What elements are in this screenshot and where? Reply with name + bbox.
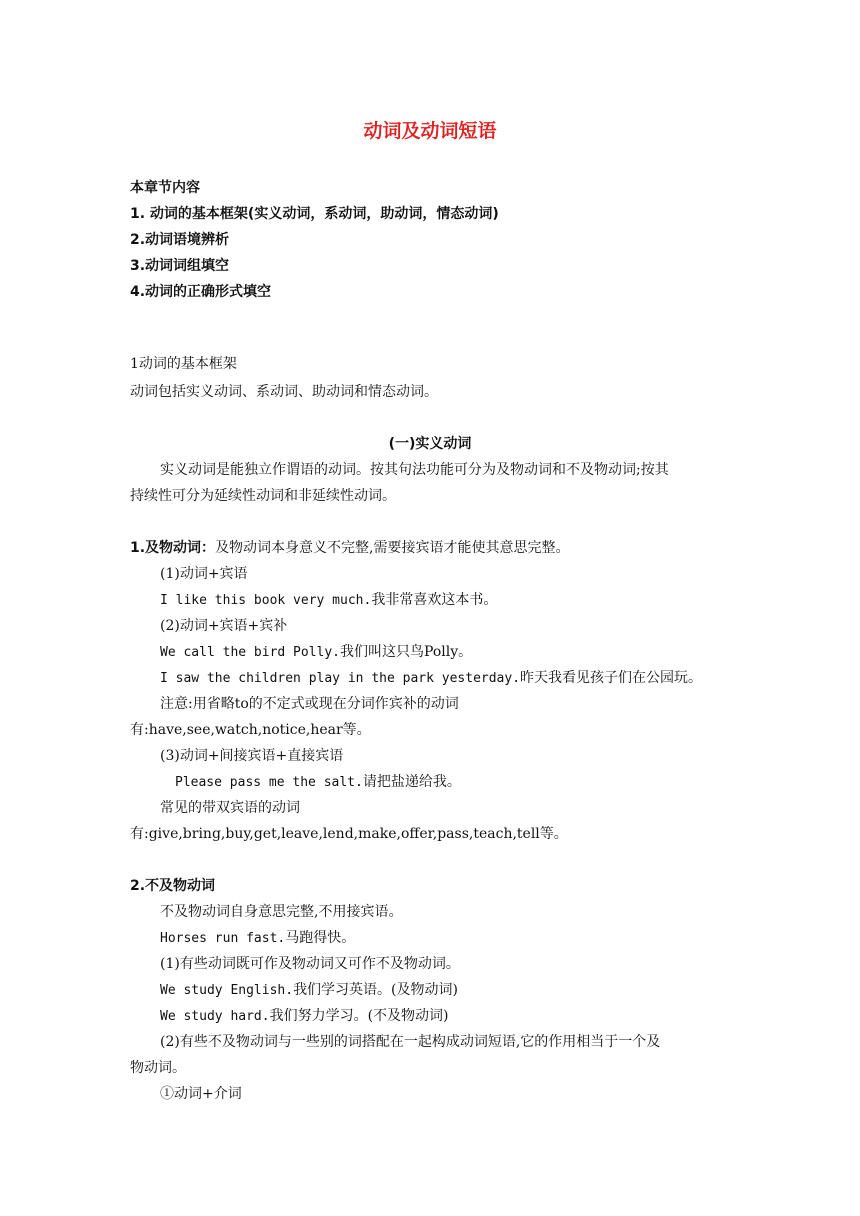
subsection-paragraph-line1: 实义动词是能独立作谓语的动词。按其句法功能可分为及物动词和不及物动词;按其 [160,462,669,478]
contents-item-3: 3.动词词组填空 [130,258,230,274]
transitive-example-1: I like this book very much.我非常喜欢这本书。 [160,592,498,608]
section-heading: 1动词的基本框架 [130,356,237,372]
transitive-heading: 1.及物动词： [130,540,216,556]
transitive-example-4: Please pass me the salt.请把盐递给我。 [175,774,461,790]
transitive-pattern-2: (2)动词+宾语+宾补 [160,618,288,634]
transitive-pattern-3: (3)动词+间接宾语+直接宾语 [160,748,344,764]
intransitive-example-1: Horses run fast.马跑得快。 [160,930,356,946]
transitive-note-4: 有:give,bring,buy,get,leave,lend,make,offer,pass,teach,tell等。 [130,826,568,842]
contents-item-1: 1. 动词的基本框架(实义动词，系动词，助动词，情态动词) [130,206,499,222]
subsection-heading: (一)实义动词 [388,436,472,452]
intransitive-example-2: We study English.我们学习英语。(及物动词) [160,982,458,998]
transitive-line [130,538,570,558]
contents-heading: 本章节内容 [130,180,200,196]
transitive-note-2: 有:have,see,watch,notice,hear等。 [130,722,371,738]
transitive-note-1: 注意:用省略to的不定式或现在分词作宾补的动词 [160,696,459,712]
intransitive-pattern-2-line1: (2)有些不及物动词与一些别的词搭配在一起构成动词短语,它的作用相当于一个及 [160,1034,661,1050]
intransitive-heading: 2.不及物动词 [130,878,216,894]
intransitive-pattern-2-line2: 物动词。 [130,1060,186,1076]
intransitive-pattern-3: ①动词+介词 [160,1086,242,1102]
subsection-paragraph-line2: 持续性可分为延续性动词和非延续性动词。 [130,488,396,504]
transitive-desc: 及物动词本身意义不完整,需要接宾语才能使其意思完整。 [215,540,570,556]
contents-item-4: 4.动词的正确形式填空 [130,284,272,300]
page-title: 动词及动词短语 [363,120,497,142]
transitive-note-3: 常见的带双宾语的动词 [160,800,300,816]
section-intro: 动词包括实义动词、系动词、助动词和情态动词。 [130,384,438,400]
intransitive-pattern-1: (1)有些动词既可作及物动词又可作不及物动词。 [160,956,460,972]
transitive-pattern-1: (1)动词+宾语 [160,566,248,582]
intransitive-example-3: We study hard.我们努力学习。(不及物动词) [160,1008,449,1024]
contents-item-2: 2.动词语境辨析 [130,232,230,248]
intransitive-desc: 不及物动词自身意思完整,不用接宾语。 [160,904,403,920]
transitive-example-2: We call the bird Polly.我们叫这只鸟Polly。 [160,644,473,660]
transitive-example-3: I saw the children play in the park yesterday.昨天我看见孩子们在公园玩。 [160,670,703,686]
